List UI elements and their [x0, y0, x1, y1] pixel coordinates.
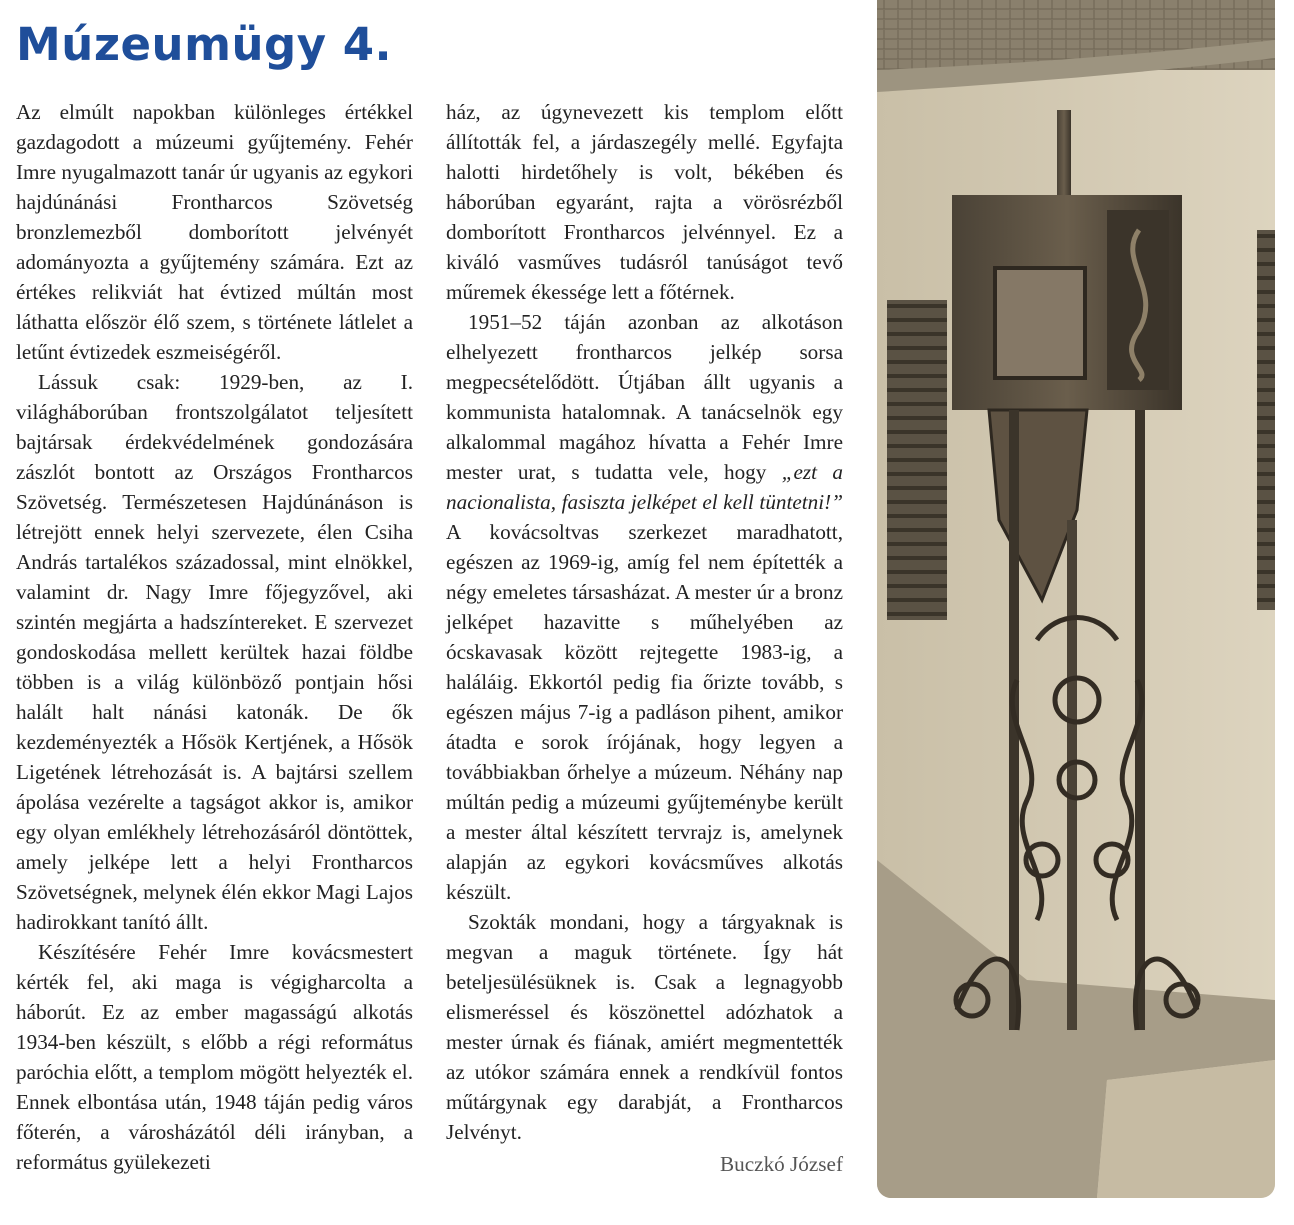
window-shutter [887, 300, 947, 620]
text-column-right [446, 97, 843, 1179]
text-column-left [16, 97, 413, 1177]
paragraph: Lássuk csak: 1929-ben, az I. világháborúban frontszolgálatot teljesített bajtársak érdekvédelmének gondozására zászlót bontott az Országos Frontharcos Szövetség. Természetesen Hajdúnánáson is létrejött ennek helyi szervezete, élen Csiha András tartalékos századossal, mint elnökkel, valamint dr. Nagy Imre főjegyzővel, aki szintén megjárta a hadszíntereket. E szervezet gondoskodása mellett kerültek hazai földbe többen is a világ különböző pontjain hősi halált halt nánási katonák. De ők kezdeményezték a Hősök Kertjének, a Hősök Ligetének létrehozását is. A bajtársi szellem ápolása vezérelte a tagságot akkor is, amikor egy olyan emlékhely létrehozásáról döntöttek, amely jelképe lett a helyi Frontharcos Szövetségnek, melynek élén ekkor Magi Lajos hadirokkant tanító állt. [16, 370, 413, 934]
paragraph-text: A kovácsoltvas szerkezet maradhatott, egészen az 1969-ig, amíg fel nem építették a négy emeletes társasházat. A mester úr a bronz jelképet hazavitte s műhelyében az ócskavasak között rejtegette 1983-ig, a haláláig. Ekkortól pedig fia őrizte tovább, s egészen május 7-ig a padláson pihent, amikor átadta e sorok írójának, hogy legyen a továbbiakban őrhelye a múzeum. Néhány nap múltán pedig a múzeumi gyűjteménybe került a mester által készített tervrajz is, amelynek alapján az egykori kovácsműves alkotás készült. [446, 520, 843, 904]
quote: „ezt a nacionalista, fasiszta jelképet el kell tüntetni!” [446, 460, 843, 514]
paragraph: Szokták mondani, hogy a tárgyaknak is megvan a maguk története. Így hát beteljesülésüknek is. Csak a legnagyobb elismeréssel és köszönettel adózhatok a mester úrnak és fiának, amiért megmentették az utókor számára ennek a rendkívül fontos műtárgynak egy darabját, a Frontharcos Jelvényt. [446, 910, 843, 1144]
paragraph [446, 307, 843, 907]
historical-photo [877, 0, 1275, 1198]
author-signature: Buczkó József [720, 1152, 843, 1176]
article-title: Múzeumügy 4. [16, 18, 393, 71]
paragraph: ház, az úgynevezett kis templom előtt állították fel, a járdaszegély mellé. Egyfajta halotti hirdetőhely is volt, békében és háborúban egyaránt, rajta a vörösrézből domborított Frontharcos jelvénnyel. Ez a kiváló vasműves tudásról tanúságot tevő műremek ékessége lett a főtérnek. [446, 100, 843, 304]
paragraph-text: 1951–52 táján azonban az alkotáson elhelyezett frontharcos jelkép sorsa megpecsételődött. Útjában állt ugyanis a kommunista hatalomnak. A tanácselnök egy alkalommal magához hívatta a Fehér Imre mester urat, s tudatta vele, hogy [446, 310, 843, 484]
paragraph: Az elmúlt napokban különleges értékkel gazdagodott a múzeumi gyűjtemény. Fehér Imre nyugalmazott tanár úr ugyanis az egykori hajdúnánási Frontharcos Szövetség bronzlemezből domborított jelvényét adományozta a gyűjtemény számára. Ezt az értékes relikviát hat évtized múltán most láthatta először élő szem, s története látlelet a letűnt évtizedek eszmeiségéről. [16, 100, 413, 364]
paragraph: Készítésére Fehér Imre kovácsmestert kérték fel, aki maga is végigharcolta a háborút. Ez az ember magasságú alkotás 1934-ben készült, s előbb a régi református paróchia előtt, a templom mögött helyezték el. Ennek elbontása után, 1948 táján pedig város főterén, a városházától déli irányban, a református gyülekezeti [16, 940, 413, 1174]
